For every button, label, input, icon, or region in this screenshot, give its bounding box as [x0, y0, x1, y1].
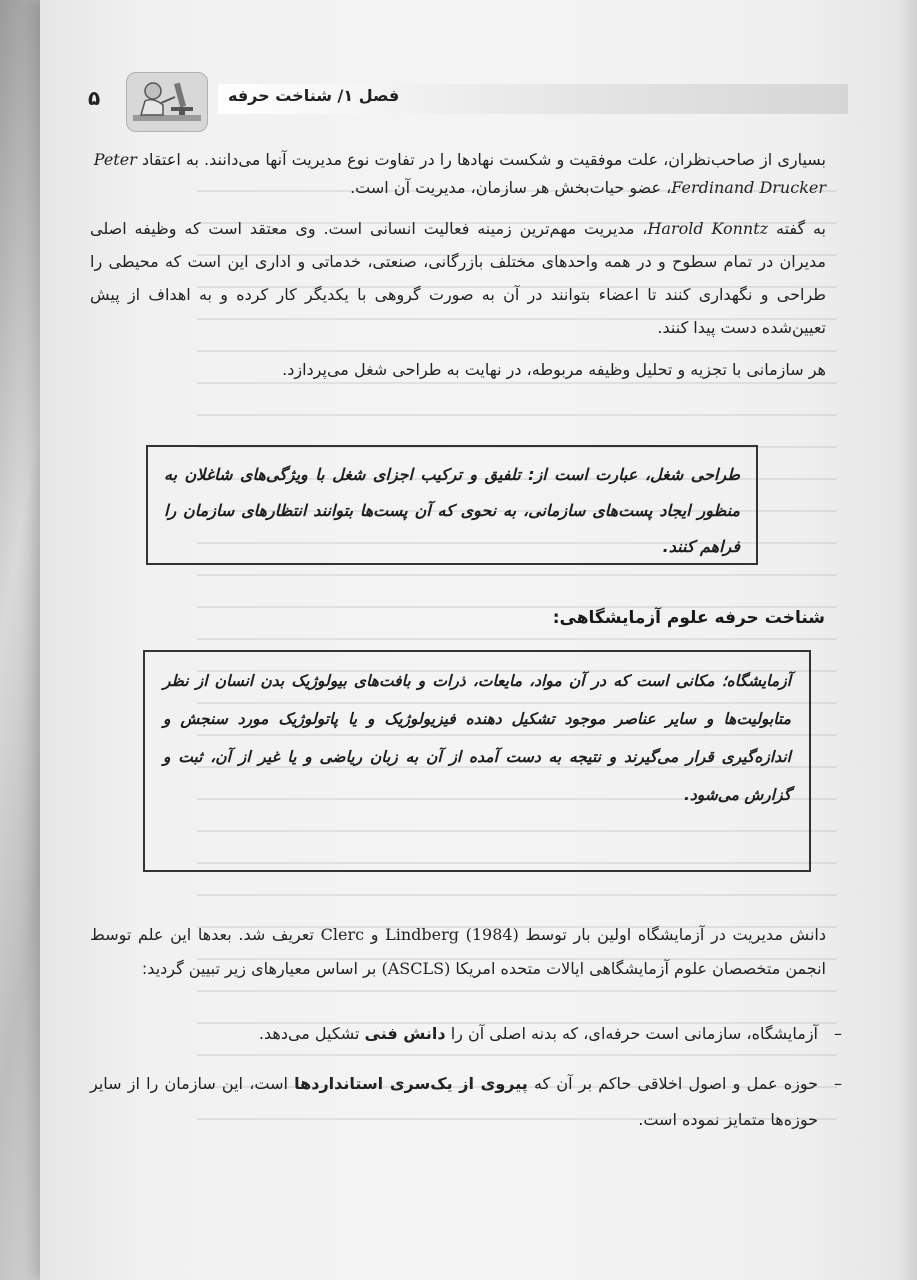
page-number: ۵: [88, 86, 101, 110]
list-item-2-pre: حوزه عمل و اصول اخلاقی حاکم بر آن که: [533, 1074, 818, 1093]
name-ferdinand-drucker: Ferdinand Drucker: [671, 178, 826, 197]
list-item-2-post: است، این سازمان را از سایر حوزه‌ها متمایز نموده است.: [90, 1074, 818, 1129]
paragraph-4: [90, 918, 826, 986]
job-design-definition-text: طراحی شغل، عبارت است از: تلفیق و ترکیب اجزای شغل با ویژگی‌های شاغلان به منظور ایجاد پست‌های سازمانی، به نحوی که آن پست‌ها بتوانند انتظارهای سازمان را فراهم کنند.: [164, 465, 740, 556]
list-item-1-post: تشکیل می‌دهد.: [258, 1024, 360, 1043]
list-item-2-bold: پیروی از یک‌سری استانداردها: [294, 1074, 528, 1093]
list-item-1-bold: دانش فنی: [364, 1024, 446, 1043]
laboratory-definition-text: آزمایشگاه؛ مکانی است که در آن مواد، مایعات، ذرات و بافت‌های بیولوژیک بدن انسان از نظر متابولیت‌ها و سایر عناصر موجود تشکیل دهنده فیزیولوژیک و یا پاتولوژیک مورد سنجش و اندازه‌گیری قرار می‌گیرند و نتیجه به دست آمده از آن به زبان ریاضی و یا غیر از آن، ثبت و گزارش می‌شود.: [163, 672, 791, 804]
page-header: [78, 72, 848, 122]
name-peter: Peter: [93, 150, 137, 169]
paragraph-4-part-3: بر اساس معیارهای زیر تبیین گردید:: [141, 959, 377, 978]
paragraph-1-line-1: بسیاری از صاحب‌نظران، علت موفقیت و شکست نهادها را در تفاوت نوع مدیریت آنها می‌دانند. به اعتقاد: [141, 150, 826, 169]
list-item: [90, 1016, 842, 1052]
ref-ascls: (ASCLS): [381, 959, 451, 978]
list-dash: –: [834, 1074, 842, 1093]
paragraph-3-text: هر سازمانی با تجزیه و تحلیل وظیفه مربوطه، در نهایت به طراحی شغل می‌پردازد.: [282, 360, 826, 379]
paragraph-4-part-1: دانش مدیریت در آزمایشگاه اولین بار توسط: [525, 925, 826, 944]
name-harold-konntz: Harold Konntz: [647, 219, 769, 238]
list-item: [90, 1066, 842, 1138]
paragraph-4-part-2: تعریف شد. بعدها این علم توسط انجمن متخصصان علوم آزمایشگاهی ایالات متحده امریکا: [90, 925, 826, 978]
page-edge: [895, 0, 917, 1280]
ref-lindberg: Lindberg (1984): [385, 925, 519, 944]
section-heading: شناخت حرفه علوم آزمایشگاهی:: [552, 608, 825, 628]
paragraph-1-line-2: ، عضو حیات‌بخش هر سازمان، مدیریت آن است.: [350, 178, 672, 197]
microscope-icon: [127, 73, 207, 131]
chapter-title: فصل ۱/ شناخت حرفه: [228, 86, 400, 105]
scientist-microscope-illustration: [126, 72, 208, 132]
paragraph-2: [90, 212, 826, 344]
ref-clerc: Clerc: [320, 925, 365, 944]
job-design-definition-box: [146, 445, 758, 565]
paragraph-2-prefix: به گفته: [775, 219, 827, 238]
list-dash: –: [834, 1024, 842, 1043]
list-item-1-pre: آزمایشگاه، سازمانی است حرفه‌ای، که بدنه اصلی آن را: [450, 1024, 818, 1043]
laboratory-definition-box: [143, 650, 811, 872]
paragraph-2-body: ، مدیریت مهم‌ترین زمینه فعالیت انسانی است. وی معتقد است که وظیفه اصلی مدیران در تمام سطوح و در همه واحدهای مختلف بازرگانی، صنعتی، خدماتی و اداری این است که محیطی را طراحی و نگهداری کنند تا اعضاء بتوانند در آن به صورت گروهی با یکدیگر کار کرده و به اهداف از پیش تعیین‌شده دست پیدا کنند.: [90, 219, 826, 337]
criteria-list: [90, 1016, 842, 1138]
paragraph-1: [90, 146, 826, 202]
paragraph-3: [90, 355, 826, 385]
paragraph-4-and: و: [370, 925, 379, 944]
